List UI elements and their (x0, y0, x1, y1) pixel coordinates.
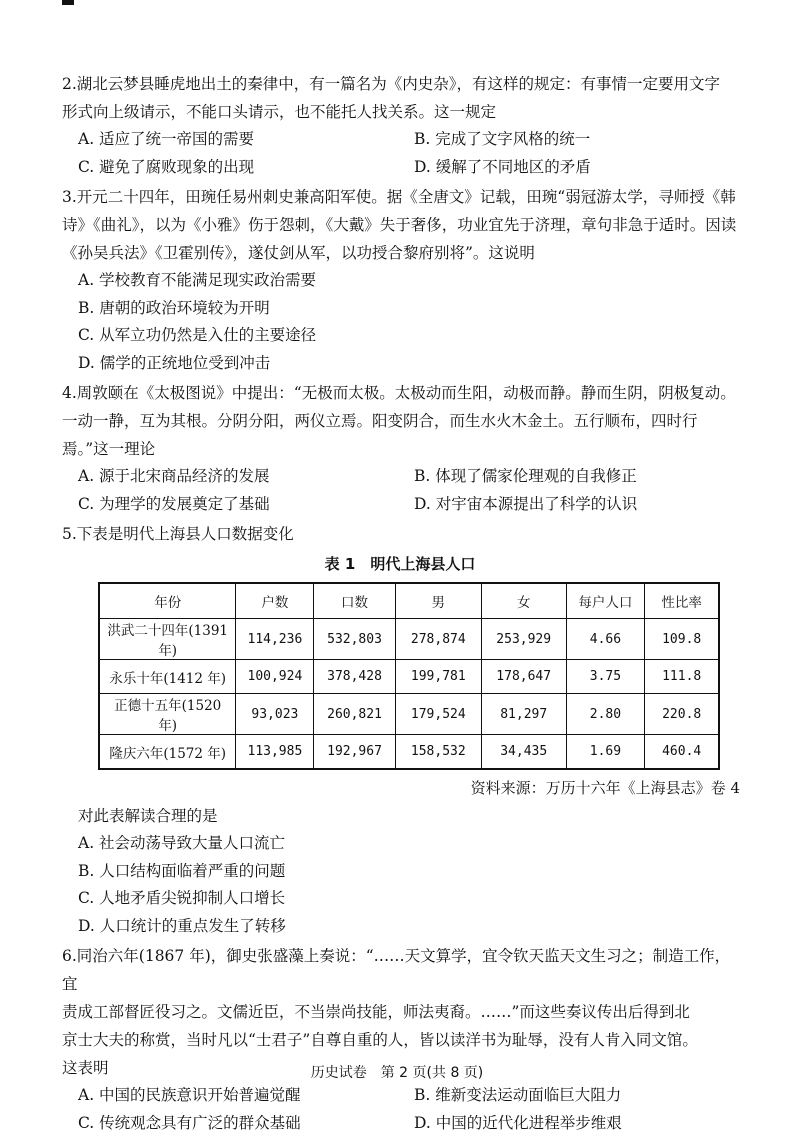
table-cell: 4.66 (566, 619, 645, 660)
question-stem-line: 责成工部督匠役习之。文儒近臣，不当崇尚技能，师法夷裔。……”而这些奏议传出后得到北 (62, 1003, 690, 1021)
table-header: 口数 (314, 583, 395, 619)
table-cell: 278,874 (395, 619, 481, 660)
question-3 (62, 183, 738, 377)
table-cell: 正德十五年(1520 年) (99, 694, 236, 735)
table-cell: 洪武二十四年(1391 年) (99, 619, 236, 660)
table-cell: 113,985 (236, 735, 314, 770)
question-stem-line: 3.开元二十四年，田琬任易州刺史兼高阳军使。据《全唐文》记载，田琬“弱冠游太学，寻师授《韩 (62, 188, 736, 206)
population-table (98, 582, 720, 770)
table-cell: 81,297 (481, 694, 566, 735)
question-4 (62, 379, 738, 518)
table-row (99, 619, 719, 660)
table-cell: 532,803 (314, 619, 395, 660)
table-cell: 192,967 (314, 735, 395, 770)
question-stem-line: 2.湖北云梦县睡虎地出土的秦律中，有一篇名为《内史杂》，有这样的规定：有事情一定要用文字 (62, 75, 721, 93)
table-cell: 178,647 (481, 660, 566, 694)
option-c[interactable]: C. 避免了腐败现象的出现 (78, 157, 255, 176)
option-c[interactable]: C. 为理学的发展奠定了基础 (78, 494, 270, 513)
option-c[interactable]: C. 人地矛盾尖锐抑制人口增长 (78, 889, 286, 907)
table-cell: 100,924 (236, 660, 314, 694)
option-b[interactable]: B. 体现了儒家伦理观的自我修正 (414, 467, 637, 485)
question-stem-line: 形式向上级请示，不能口头请示，也不能托人找关系。这一规定 (62, 103, 497, 121)
question-stem-line: 6.同治六年(1867 年)，御史张盛藻上奏说：“……天文算学，宜令钦天监天文生习之；制造工作，宜 (62, 947, 731, 993)
table-cell: 460.4 (645, 735, 719, 770)
options-list (62, 830, 738, 940)
option-b[interactable]: B. 完成了文字风格的统一 (414, 130, 591, 148)
option-c[interactable]: C. 传统观念具有广泛的群众基础 (78, 1113, 301, 1132)
option-d[interactable]: D. 中国的近代化进程举步维艰 (414, 1113, 622, 1132)
option-a[interactable]: A. 源于北宋商品经济的发展 (78, 467, 270, 485)
question-stem-line: 一动一静，互为其根。分阴分阳，两仪立焉。阳变阴合，而生水火木金土。五行顺布，四时行 (62, 412, 698, 430)
table-header: 男 (395, 583, 481, 619)
option-d[interactable]: D. 对宇宙本源提出了科学的认识 (414, 494, 638, 513)
question-6 (62, 942, 738, 1137)
option-b[interactable]: B. 人口结构面临着严重的问题 (78, 861, 286, 880)
table-row (99, 735, 719, 770)
table-cell: 1.69 (566, 735, 645, 770)
option-c[interactable]: C. 从军立功仍然是入仕的主要途径 (78, 326, 317, 344)
question-stem-line: 这表明 (62, 1059, 109, 1077)
table-cell: 158,532 (395, 735, 481, 770)
table-cell: 2.80 (566, 694, 645, 735)
question-stem-line: 诗》《曲礼》，以为《小雅》伤于怨刺，《大戴》失于奢侈，功业宜先于济理，章句非急于适时。因读 (62, 216, 737, 234)
question-2 (62, 70, 738, 181)
table-cell: 378,428 (314, 660, 395, 694)
question-stem-line: 4.周敦颐在《太极图说》中提出：“无极而太极。太极动而生阳，动极而静。静而生阴，阴极复动。 (62, 384, 736, 402)
table-row (99, 660, 719, 694)
option-a[interactable]: A. 社会动荡导致大量人口流亡 (78, 834, 286, 852)
table-cell: 93,023 (236, 694, 314, 735)
option-b[interactable]: B. 维新变法运动面临巨大阻力 (414, 1086, 622, 1104)
table-cell: 3.75 (566, 660, 645, 694)
question-stem-line: 京士大夫的称赏，当时凡以“士君子”自尊自重的人，皆以读洋书为耻辱，没有人肯入同文馆。 (62, 1031, 698, 1049)
table-header: 每户人口 (566, 583, 645, 619)
table-cell: 隆庆六年(1572 年) (99, 735, 236, 770)
table-cell: 220.8 (645, 694, 719, 735)
table-cell: 111.8 (645, 660, 719, 694)
question-5 (62, 520, 738, 940)
table-cell: 253,929 (481, 619, 566, 660)
table-header: 户数 (236, 583, 314, 619)
question-stem-line: 焉。”这一理论 (62, 440, 156, 458)
table-title: 表 1 明代上海县人口 (324, 555, 476, 573)
question-stem-line: 对此表解读合理的是 (78, 807, 218, 825)
corner-mark (62, 0, 74, 5)
table-header: 女 (481, 583, 566, 619)
table-cell: 永乐十年(1412 年) (99, 660, 236, 694)
option-d[interactable]: D. 儒学的正统地位受到冲击 (78, 353, 271, 372)
table-cell: 114,236 (236, 619, 314, 660)
options-grid (62, 126, 738, 181)
table-header-row (99, 583, 719, 619)
option-a[interactable]: A. 适应了统一帝国的需要 (78, 130, 255, 148)
option-a[interactable]: A. 学校教育不能满足现实政治需要 (78, 271, 317, 289)
option-d[interactable]: D. 缓解了不同地区的矛盾 (414, 157, 591, 176)
options-grid (62, 1082, 738, 1137)
table-row (99, 694, 719, 735)
exam-page (62, 70, 738, 1139)
table-cell: 199,781 (395, 660, 481, 694)
question-stem-line: 《孙吴兵法》《卫霍别传》，遂仗剑从军，以功授合黎府别将”。这说明 (62, 244, 535, 262)
options-list (62, 267, 738, 377)
option-b[interactable]: B. 唐朝的政治环境较为开明 (78, 298, 270, 317)
table-cell: 109.8 (645, 619, 719, 660)
table-header: 性比率 (645, 583, 719, 619)
option-d[interactable]: D. 人口统计的重点发生了转移 (78, 916, 286, 935)
table-cell: 34,435 (481, 735, 566, 770)
option-a[interactable]: A. 中国的民族意识开始普遍觉醒 (78, 1086, 301, 1104)
page-footer: 历史试卷 第 2 页(共 8 页) (310, 1065, 484, 1081)
table-cell: 179,524 (395, 694, 481, 735)
question-stem-line: 5.下表是明代上海县人口数据变化 (62, 525, 294, 543)
table-source: 资料来源：万历十六年《上海县志》卷 4 (470, 779, 740, 797)
table-header: 年份 (99, 583, 236, 619)
options-grid (62, 463, 738, 518)
table-cell: 260,821 (314, 694, 395, 735)
